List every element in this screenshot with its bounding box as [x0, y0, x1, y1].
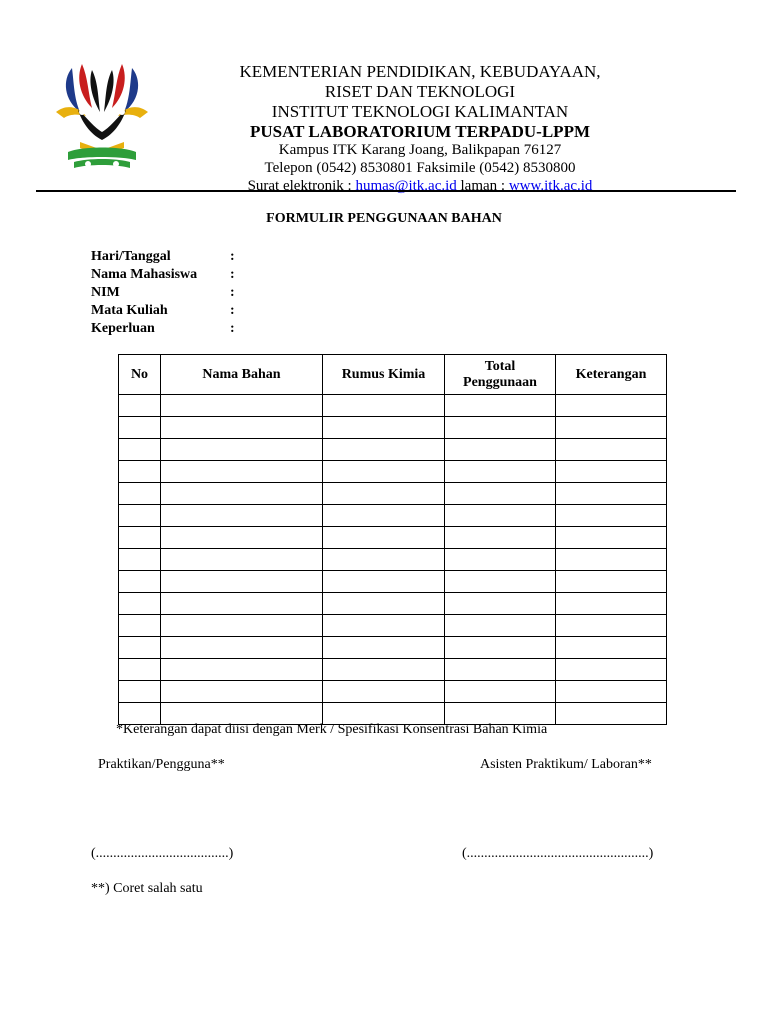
table-row: [119, 417, 667, 439]
table-cell[interactable]: [161, 417, 323, 439]
col-total-penggunaan: [445, 355, 556, 395]
signature-line-assistant: (....................................................): [462, 846, 654, 861]
table-cell[interactable]: [445, 417, 556, 439]
table-cell[interactable]: [323, 395, 445, 417]
table-cell[interactable]: [445, 615, 556, 637]
email-link[interactable]: humas@itk.ac.id: [355, 177, 457, 194]
table-cell[interactable]: [161, 549, 323, 571]
table-cell[interactable]: [556, 703, 667, 725]
table-row: [119, 659, 667, 681]
table-cell[interactable]: [323, 549, 445, 571]
table-row: [119, 571, 667, 593]
table-cell[interactable]: [556, 461, 667, 483]
table-cell[interactable]: [323, 593, 445, 615]
web-label: laman :: [456, 177, 509, 194]
table-cell[interactable]: [323, 615, 445, 637]
table-cell[interactable]: [445, 571, 556, 593]
itk-logo: [52, 60, 152, 172]
table-cell[interactable]: [161, 593, 323, 615]
field-row: [91, 248, 235, 266]
table-cell[interactable]: [161, 681, 323, 703]
col-nama-bahan: Nama Bahan: [161, 355, 323, 395]
table-cell[interactable]: [445, 483, 556, 505]
signature-line-user: (......................................): [91, 846, 234, 861]
table-cell[interactable]: [119, 483, 161, 505]
table-cell[interactable]: [161, 505, 323, 527]
table-cell[interactable]: [323, 505, 445, 527]
field-row: [91, 266, 235, 284]
materials-table: [118, 354, 667, 725]
field-row: [91, 320, 235, 338]
footnote: **) Coret salah satu: [91, 881, 203, 896]
table-cell[interactable]: [161, 527, 323, 549]
table-cell[interactable]: [445, 659, 556, 681]
table-cell[interactable]: [161, 637, 323, 659]
field-colon: :: [230, 249, 235, 264]
table-row: [119, 681, 667, 703]
lab-name: PUSAT LABORATORIUM TERPADU-LPPM: [249, 122, 591, 142]
col-total-line1: Total: [484, 358, 516, 374]
table-cell[interactable]: [119, 439, 161, 461]
table-cell[interactable]: [323, 637, 445, 659]
field-label: NIM: [91, 285, 120, 300]
table-cell[interactable]: [445, 439, 556, 461]
table-cell[interactable]: [119, 659, 161, 681]
table-cell[interactable]: [556, 593, 667, 615]
table-cell[interactable]: [556, 549, 667, 571]
table-cell[interactable]: [119, 505, 161, 527]
table-cell[interactable]: [445, 681, 556, 703]
table-row: [119, 505, 667, 527]
table-cell[interactable]: [445, 527, 556, 549]
field-label: Nama Mahasiswa: [91, 267, 198, 282]
table-cell[interactable]: [119, 549, 161, 571]
table-cell[interactable]: [161, 483, 323, 505]
table-row: [119, 461, 667, 483]
field-colon: :: [230, 267, 235, 282]
address: Kampus ITK Karang Joang, Balikpapan 76127: [278, 142, 562, 159]
table-cell[interactable]: [556, 439, 667, 461]
table-cell[interactable]: [119, 527, 161, 549]
table-cell[interactable]: [445, 593, 556, 615]
table-cell[interactable]: [445, 549, 556, 571]
table-cell[interactable]: [119, 615, 161, 637]
table-row: [119, 615, 667, 637]
field-colon: :: [230, 285, 235, 300]
table-row: [119, 395, 667, 417]
phone-fax: Telepon (0542) 8530801 Faksimile (0542) 8530800: [264, 159, 576, 176]
field-row: [91, 284, 235, 302]
table-cell[interactable]: [119, 593, 161, 615]
table-cell[interactable]: [119, 417, 161, 439]
email-label: Surat elektronik :: [247, 177, 356, 194]
table-cell[interactable]: [556, 615, 667, 637]
table-cell[interactable]: [161, 439, 323, 461]
signature-label-assistant: Asisten Praktikum/ Laboran**: [480, 757, 652, 772]
institute-name: INSTITUT TEKNOLOGI KALIMANTAN: [271, 102, 569, 122]
table-header-row: [119, 355, 667, 395]
table-cell[interactable]: [119, 461, 161, 483]
table-cell[interactable]: [445, 505, 556, 527]
table-cell[interactable]: [161, 571, 323, 593]
table-cell[interactable]: [556, 395, 667, 417]
table-cell[interactable]: [556, 417, 667, 439]
col-rumus-kimia: Rumus Kimia: [323, 355, 445, 395]
col-total-line2: Penggunaan: [463, 374, 537, 390]
table-cell[interactable]: [323, 527, 445, 549]
website-link[interactable]: www.itk.ac.id: [508, 177, 593, 194]
header-divider: [36, 190, 736, 192]
col-keterangan: Keterangan: [556, 355, 667, 395]
table-cell[interactable]: [445, 637, 556, 659]
table-row: [119, 439, 667, 461]
field-label: Keperluan: [91, 321, 155, 336]
contact-line: [170, 178, 670, 196]
field-colon: :: [230, 303, 235, 318]
table-cell[interactable]: [556, 659, 667, 681]
table-cell[interactable]: [556, 571, 667, 593]
table-cell[interactable]: [323, 417, 445, 439]
table-cell[interactable]: [323, 571, 445, 593]
table-cell[interactable]: [119, 571, 161, 593]
field-label: Mata Kuliah: [91, 303, 168, 318]
field-colon: :: [230, 321, 235, 336]
table-cell[interactable]: [161, 659, 323, 681]
col-no: No: [119, 355, 161, 395]
table-body: [119, 395, 667, 725]
form-fields: [91, 248, 235, 338]
table-cell[interactable]: [161, 615, 323, 637]
table-row: [119, 549, 667, 571]
table-cell[interactable]: [161, 461, 323, 483]
table-cell[interactable]: [445, 395, 556, 417]
ministry-line-1: KEMENTERIAN PENDIDIKAN, KEBUDAYAAN,: [239, 62, 601, 81]
table-row: [119, 593, 667, 615]
table-row: [119, 527, 667, 549]
table-cell[interactable]: [161, 395, 323, 417]
ministry-line-2: RISET DAN TEKNOLOGI: [324, 82, 516, 102]
table-cell[interactable]: [323, 659, 445, 681]
table-cell[interactable]: [119, 395, 161, 417]
table-cell[interactable]: [556, 637, 667, 659]
field-row: [91, 302, 235, 320]
table-cell[interactable]: [556, 505, 667, 527]
table-cell[interactable]: [323, 681, 445, 703]
table-cell[interactable]: [119, 637, 161, 659]
table-cell[interactable]: [556, 483, 667, 505]
letterhead: [170, 62, 670, 195]
table-cell[interactable]: [556, 527, 667, 549]
table-cell[interactable]: [556, 681, 667, 703]
table-cell[interactable]: [323, 483, 445, 505]
table-cell[interactable]: [323, 439, 445, 461]
table-row: [119, 483, 667, 505]
field-label: Hari/Tanggal: [91, 249, 171, 264]
table-cell[interactable]: [323, 461, 445, 483]
table-cell[interactable]: [119, 681, 161, 703]
table-note: *Keterangan dapat diisi dengan Merk / Spesifikasi Konsentrasi Bahan Kimia: [116, 722, 548, 737]
form-title: FORMULIR PENGGUNAAN BAHAN: [266, 211, 502, 226]
table-row: [119, 637, 667, 659]
table-cell[interactable]: [445, 461, 556, 483]
signature-label-user: Praktikan/Pengguna**: [98, 757, 225, 772]
